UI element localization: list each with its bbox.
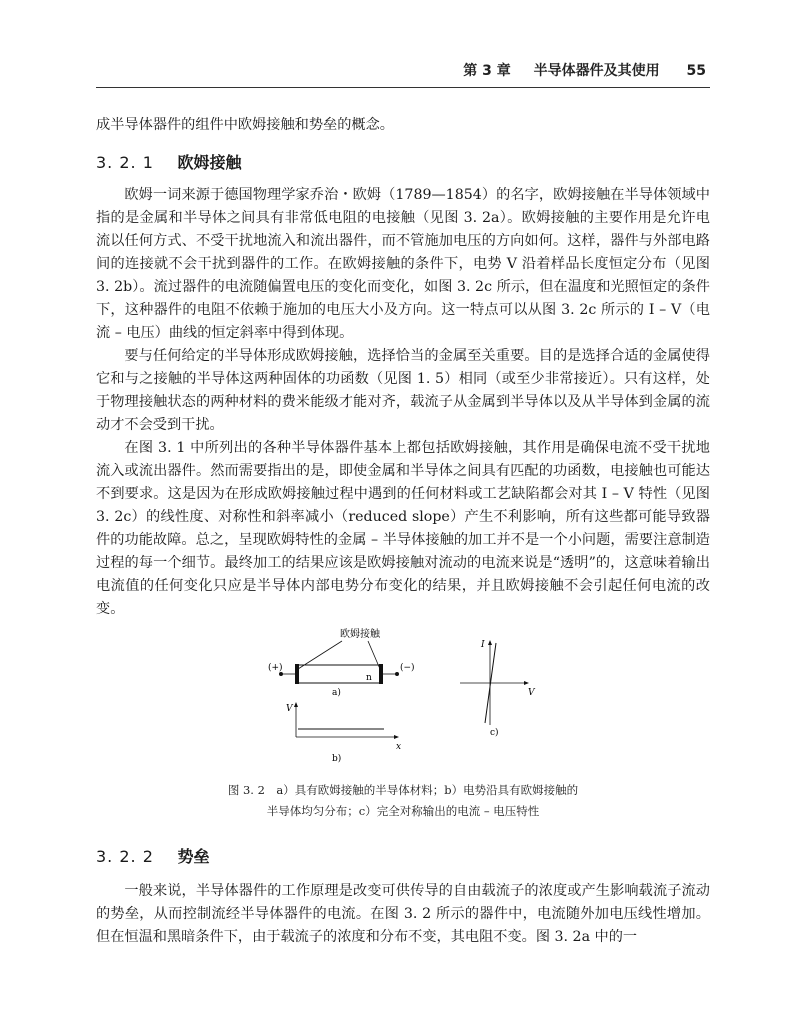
chapter-label: 第 3 章 xyxy=(463,63,511,79)
panel-b-label: b) xyxy=(332,754,342,764)
paragraph: 在图 3. 1 中所列出的各种半导体器件基本上都包括欧姆接触，其作用是确保电流不受干扰地流入或流出器件。然而需要指出的是，即使金属和半导体之间具有匹配的功函数，电接触也可能达不到要求。这是因为在形成欧姆接触过程中遇到的任何材料或工艺缺陷都会对其 I – V 特性（见图 3. 2c）的线性度、对称性和斜率减小（reduced slope）产生不利影响，所有这些都可能导致器件的功能故障。总之，呈现欧姆特性的金属 – 半导体接触的加工并不是一个小问题，需要注意制造过程的每一个细节。最终加工的结果应该是欧姆接触对流动的电流来说是“透明”的，这意味着输出电流值的任何变化只应是半导体内部电势分布变化的结果，并且欧姆接触不会引起任何电流的改变。 xyxy=(96,440,710,617)
n-label: n xyxy=(366,673,372,683)
caption-line-2: 半导体均匀分布；c）完全对称输出的电流 – 电压特性 xyxy=(266,804,540,818)
minus-label: (−) xyxy=(400,663,415,673)
c-y-arrow xyxy=(488,640,492,645)
header-rule xyxy=(96,87,710,88)
figure-3-2 xyxy=(260,625,560,765)
section-title: 欧姆接触 xyxy=(177,153,242,172)
paragraph: 要与任何给定的半导体形成欧姆接触，选择恰当的金属至关重要。目的是选择合适的金属使得它和与之接触的半导体这两种固体的功函数（见图 1. 5）相同（或至少非常接近）。只有这样，处于物理接触状态的两种材料的费米能级才能对齐，载流子从金属到半导体以及从半导体到金属的流动才不会受到干扰。 xyxy=(96,348,710,433)
intro-text xyxy=(96,114,710,137)
left-contact xyxy=(295,664,299,684)
section1-body xyxy=(96,184,710,621)
paragraph: 一般来说，半导体器件的工作原理是改变可供传导的自由载流子的浓度或产生影响载流子流动的势垒，从而控制流经半导体器件的电流。在图 3. 2 所示的器件中，电流随外加电压线性增加。但在恒温和黑暗条件下，由于载流子的浓度和分布不变，其电阻不变。图 3. 2a 中的一 xyxy=(96,883,710,945)
chapter-title: 半导体器件及其使用 xyxy=(533,63,660,79)
b-x-label: x xyxy=(396,742,402,752)
c-i-label: I xyxy=(481,640,485,650)
section-heading-barrier xyxy=(96,844,209,867)
section-number: 3. 2. 1 xyxy=(96,153,154,172)
running-header xyxy=(463,60,706,80)
figure-caption xyxy=(96,780,710,822)
panel-c-label: c) xyxy=(490,728,499,738)
plus-label: (+) xyxy=(268,663,283,673)
page-number: 55 xyxy=(686,63,706,79)
right-contact xyxy=(379,664,383,684)
b-x-arrow xyxy=(394,735,399,739)
section2-body xyxy=(96,880,710,949)
b-y-arrow xyxy=(294,702,298,707)
panel-a-label: a) xyxy=(332,688,341,698)
c-v-label: V xyxy=(528,688,535,698)
paragraph: 欧姆一词来源于德国物理学家乔治・欧姆（1789—1854）的名字，欧姆接触在半导体领域中指的是金属和半导体之间具有非常低电阻的电接触（见图 3. 2a）。欧姆接触的主要作用是允许电流以任何方式、不受干扰地流入和流出器件，而不管施加电压的方向如何。这样，器件与外部电路间的连接就不会干扰到器件的工作。在欧姆接触的条件下，电势 V 沿着样品长度恒定分布（见图 3. 2b）。流过器件的电流随偏置电压的变化而变化，如图 3. 2c 所示，但在温度和光照恒定的条件下，这种器件的电阻不依赖于施加的电压大小及方向。这一特点可以从图 3. 2c 所示的 I – V（电流 – 电压）曲线的恒定斜率中得到体现。 xyxy=(96,187,710,341)
section-number: 3. 2. 2 xyxy=(96,847,154,866)
c-x-arrow xyxy=(524,681,529,685)
b-v-label: V xyxy=(286,704,293,714)
caption-line-1: 图 3. 2 a）具有欧姆接触的半导体材料；b）电势沿具有欧姆接触的 xyxy=(227,783,579,797)
ohmic-contact-label: 欧姆接触 xyxy=(340,629,380,640)
section-title: 势垒 xyxy=(177,847,210,866)
right-terminal xyxy=(395,672,399,676)
intro-line: 成半导体器件的组件中欧姆接触和势垒的概念。 xyxy=(96,117,394,133)
section-heading-ohmic xyxy=(96,150,241,173)
